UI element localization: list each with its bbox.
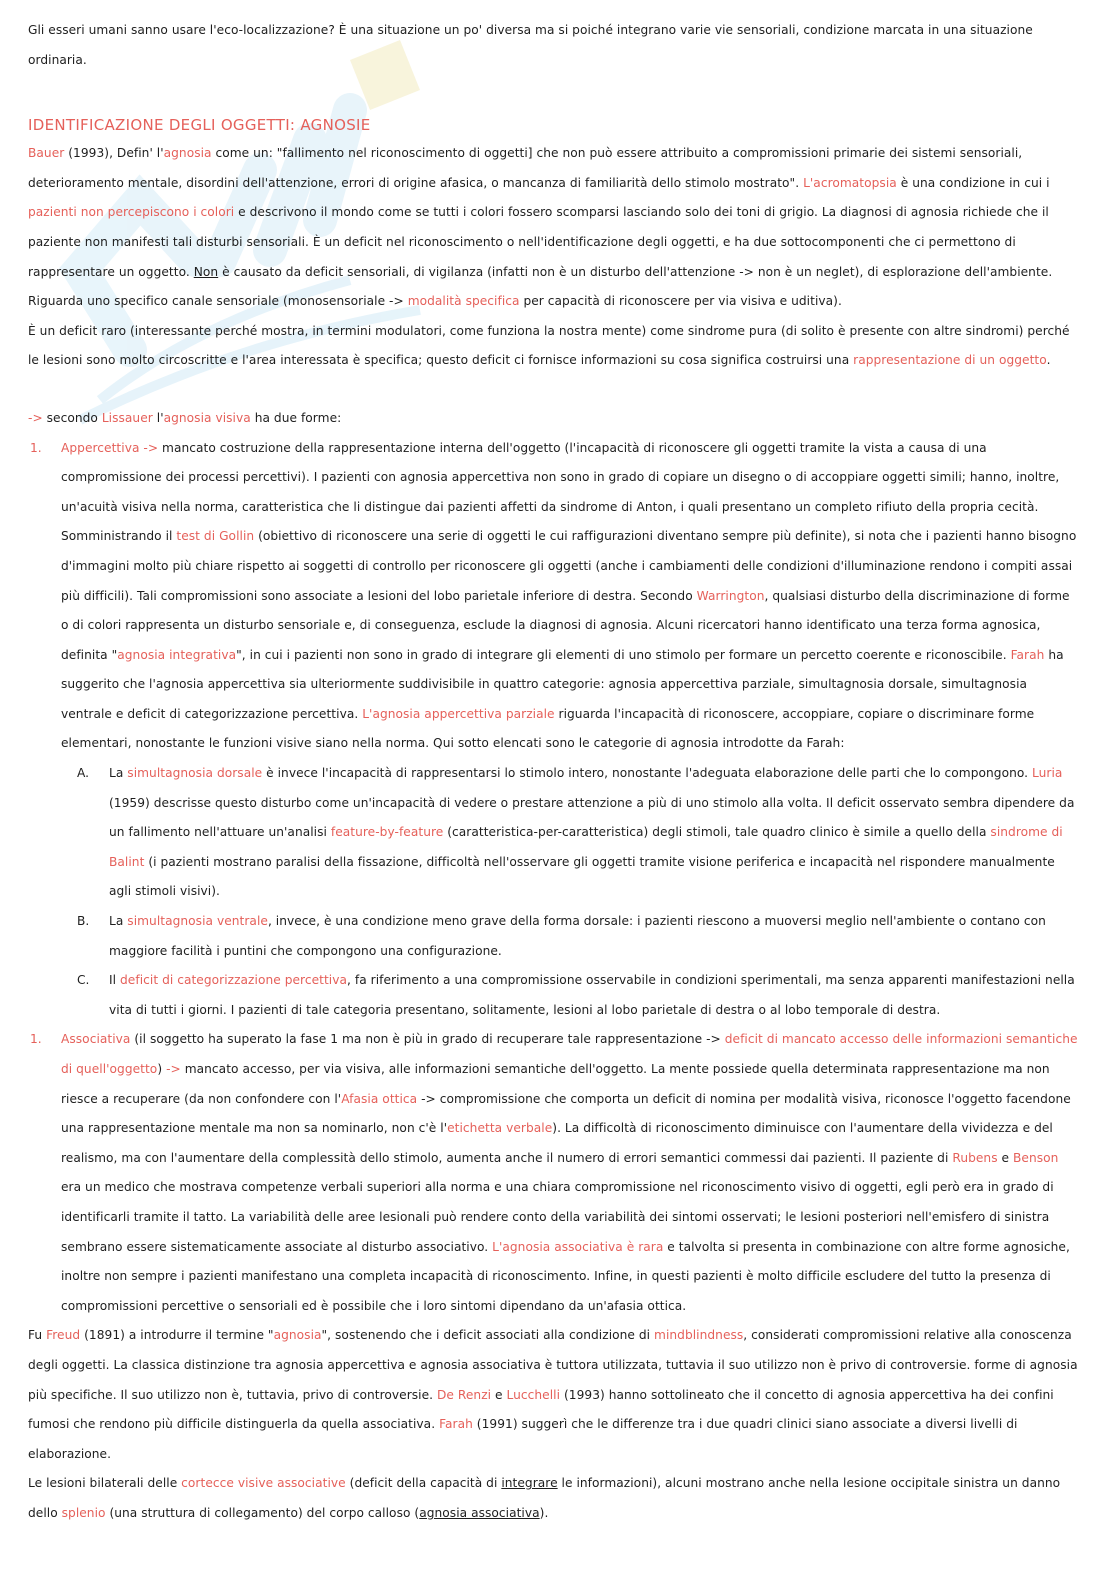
paragraph-rare-deficit: È un deficit raro (interessante perché mostra, in termini modulatori, come funziona la nostra mente) come sindrome pura (di solito è presente con altre sindromi) perché le lesioni sono molto circoscritte e l'area interessata è specifica; questo deficit ci fornisce informazioni su cosa significa costruirsi una rappresentazione di un oggetto. [28,323,1070,368]
farah-categories-list [61,759,1080,1025]
list-item-associativa: 1. Associativa (il soggetto ha superato la fase 1 ma non è più in grado di recuperare tale rappresentazione -> deficit di mancato accesso delle informazioni semantiche di quell'oggetto) -> mancato accesso, per via visiva, alle informazioni semantiche dell'oggetto. La mente possiede quella determinata rappresentazione ma non riesce a recuperare (da non confondere con l'Afasia ottica -> compromissione che comporta un deficit di nomina per modalità visiva, riconosce l'oggetto facendone una rappresentazione mentale ma non sa nominarlo, non c'è l'etichetta verbale). La difficoltà di riconoscimento diminuisce con l'aumentare della vividezza e del realismo, ma con l'aumentare della complessità dello stimolo, aumenta anche il numero di errori semantici commessi dai pazienti. Il paziente di Rubens e Benson era un medico che mostrava competenze verbali superiori alla norma e una chiara compromissione nel riconoscimento visivo di oggetti, egli però era in grado di identificarli tramite il tatto. La variabilità delle aree lesionali può rendere conto della variabilità dei sintomi osservati; le lesioni posteriori nell'emisfero di sinistra sembrano essere sistematicamente associate al disturbo associativo. L'agnosia associativa è rara e talvolta si presenta in combinazione con altre forme agnosiche, inoltre non sempre i pazienti manifestano una completa incapacità di riconoscimento. Infine, in questi pazienti è molto difficile escludere del tutto la presenza di compromissioni percettive o sensoriali ed è possibile che i loro sintomi dipendano da un'afasia ottica. [30,1032,1078,1313]
agnosia-forms-list [28,434,1080,1322]
list-item-simultagnosia-ventrale: B. La simultagnosia ventrale, invece, è una condizione meno grave della forma dorsale: i pazienti riescono a muoversi meglio nell'ambiente o contano con maggiore facilità i puntini che compongono una configurazione. [77,914,1046,958]
paragraph-lissauer: -> secondo Lissauer l'agnosia visiva ha due forme: [28,410,342,425]
section-heading: IDENTIFICAZIONE DEGLI OGGETTI: AGNOSIE [28,116,371,135]
paragraph-freud: Fu Freud (1891) a introdurre il termine "agnosia", sostenendo che i deficit associati alla condizione di mindblindness, considerati compromissioni relative alla conoscenza degli oggetti. La classica distinzione tra agnosia appercettiva e agnosia associativa è tuttora utilizzata, tuttavia il suo utilizzo non è privo di controversie. forme di agnosia più specifiche. Il suo utilizzo non è, tuttavia, privo di controversie. De Renzi e Lucchelli (1993) hanno sottolineato che il concetto di agnosia appercettiva ha dei confini fumosi che rendono più difficile distinguerla da quella associativa. Farah (1991) suggerì che le differenze tra i due quadri clinici siano associate a diversi livelli di elaborazione. [28,1328,1078,1461]
paragraph-bauer: Bauer (1993), Defin' l'agnosia come un: "fallimento nel riconoscimento di oggetti] che non può essere attribuito a compromissioni primarie dei sistemi sensoriali, deterioramento mentale, disordini dell'attenzione, errori di origine afasica, o mancanza di familiarità dello stimolo mostrato". L'acromatopsia è una condizione in cui i pazienti non percepiscono i colori e descrivono il mondo come se tutti i colori fossero scomparsi lasciando solo dei toni di grigio. La diagnosi di agnosia richiede che il paziente non manifesti tali disturbi sensoriali. È un deficit nel riconoscimento o nell'identificazione degli oggetti, e ha due sottocomponenti che ci permettono di rappresentare un oggetto. Non è causato da deficit sensoriali, di vigilanza (infatti non è un disturbo dell'attenzione -> non è un neglet), di esplorazione dell'ambiente. Riguarda uno specifico canale sensoriale (monosensoriale -> modalità specifica per capacità di riconoscere per via visiva e uditiva). [28,146,1053,309]
list-item-appercettiva: 1. Appercettiva -> mancato costruzione della rappresentazione interna dell'oggetto (l'incapacità di riconoscere gli oggetti tramite la vista a causa di una compromissione dei processi percettivi). I pazienti con agnosia appercettiva non sono in grado di copiare un disegno o di accoppiare oggetti simili; hanno, inoltre, un'acuità visiva nella norma, caratteristica che li distingue dai pazienti affetti da sindrome di Anton, i quali presentano un completo rifiuto della propria cecità. Somministrando il test di Gollin (obiettivo di riconoscere una serie di oggetti le cui raffigurazioni diventano sempre più definite), si nota che i pazienti hanno bisogno d'immagini molto più chiare rispetto ai soggetti di controllo per riconoscere gli oggetti (anche i cambiamenti delle condizioni d'illuminazione rendono i compiti assai più difficili). Tali compromissioni sono associate a lesioni del lobo parietale inferiore di destra. Secondo Warrington, qualsiasi disturbo della discriminazione di forme o di colori rappresenta un disturbo sensoriale e, di conseguenza, esclude la diagnosi di agnosia. Alcuni ricercatori hanno identificato una terza forma agnosica, definita "agnosia integrativa", in cui i pazienti non sono in grado di integrare gli elementi di uno stimolo per formare un percetto coerente e riconoscibile. Farah ha suggerito che l'agnosia appercettiva sia ulteriormente suddivisibile in quattro categorie: agnosia appercettiva parziale, simultagnosia dorsale, simultagnosia ventrale e deficit di categorizzazione percettiva. L'agnosia appercettiva parziale riguarda l'incapacità di riconoscere, accoppiare, copiare o discriminare forme elementari, nonostante le funzioni visive siano nella norma. Qui sotto elencati sono le categorie di agnosia introdotte da Farah: A. La simultagnosia dorsale è invece l'incapacità di rappresentarsi lo stimolo intero, nonostante l'adeguata elaborazione delle parti che lo compongono. Luria (1959) descrisse questo disturbo come un'incapacità di vedere o prestare attenzione a più di uno stimolo alla volta. Il deficit osservato sembra dipendere da un fallimento nell'attuare un'analisi feature-by-feature (caratteristica-per-caratteristica) degli stimoli, tale quadro clinico è simile a quello della sindrome di Balint (i pazienti mostrano paralisi della fissazione, difficoltà nell'osservare gli oggetti tramite visione periferica e incapacità nel rispondere manualmente agli stimoli visivi). B. La simultagnosia ventrale, invece, è una condizione meno grave della forma dorsale: i pazienti riescono a muoversi meglio nell'ambiente o contano con maggiore facilità i puntini che compongono una configurazione. C. Il deficit di categorizzazione percettiva, fa riferimento a una compromissione osservabile in condizioni sperimentali, ma senza apparenti manifestazioni nella vita di tutti i giorni. I pazienti di tale categoria presentano, solitamente, lesioni al lobo parietale di destra o al lobo temporale di destra. [28,434,1080,1026]
paragraph-lesioni-bilaterali: Le lesioni bilaterali delle cortecce visive associative (deficit della capacità di integrare le informazioni), alcuni mostrano anche nella lesione occipitale sinistra un danno dello splenio (una struttura di collegamento) del corpo calloso (agnosia associativa). [28,1476,1061,1520]
list-item-deficit-categorizzazione: C. Il deficit di categorizzazione percettiva, fa riferimento a una compromissione osservabile in condizioni sperimentali, ma senza apparenti manifestazioni nella vita di tutti i giorni. I pazienti di tale categoria presentano, solitamente, lesioni al lobo parietale di destra o al lobo temporale di destra. [77,973,1075,1017]
list-item-simultagnosia-dorsale: A. La simultagnosia dorsale è invece l'incapacità di rappresentarsi lo stimolo intero, nonostante l'adeguata elaborazione delle parti che lo compongono. Luria (1959) descrisse questo disturbo come un'incapacità di vedere o prestare attenzione a più di uno stimolo alla volta. Il deficit osservato sembra dipendere da un fallimento nell'attuare un'analisi feature-by-feature (caratteristica-per-caratteristica) degli stimoli, tale quadro clinico è simile a quello della sindrome di Balint (i pazienti mostrano paralisi della fissazione, difficoltà nell'osservare gli oggetti tramite visione periferica e incapacità nel rispondere manualmente agli stimoli visivi). [77,766,1075,899]
intro-paragraph: Gli esseri umani sanno usare l'eco-localizzazione? È una situazione un po' diversa ma si poiché integrano varie vie sensoriali, condizione marcata in una situazione ordinaria. [28,23,1033,67]
